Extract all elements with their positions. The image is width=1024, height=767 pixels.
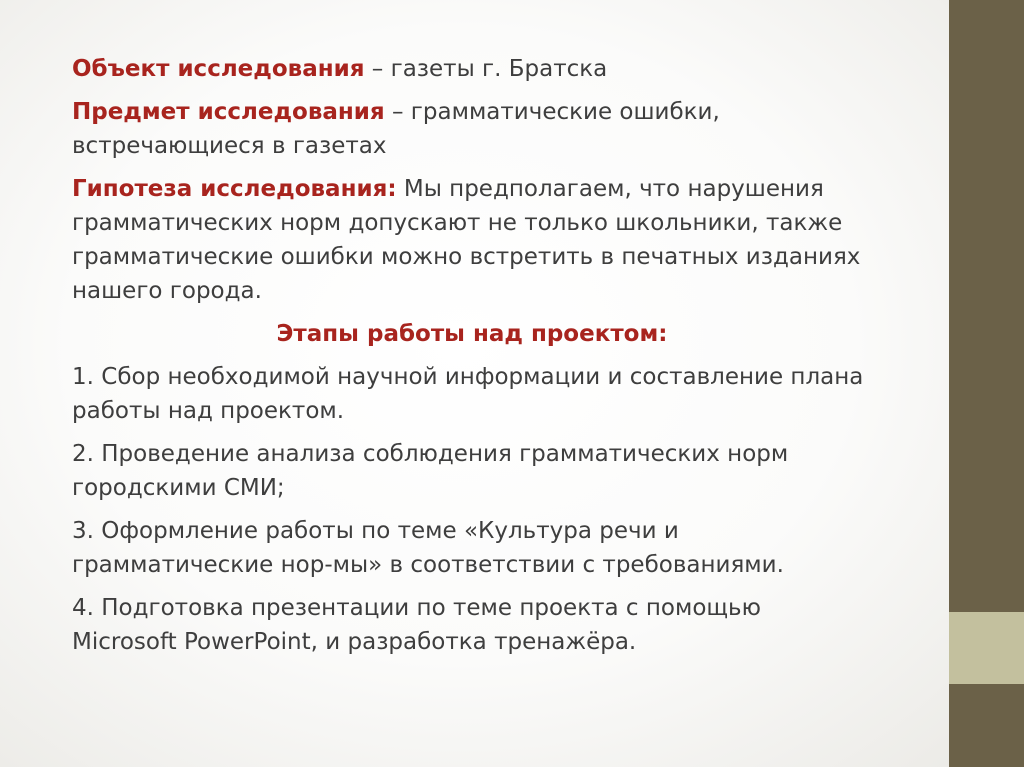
side-accent-block	[949, 612, 1024, 684]
stage-item-4: 4. Подготовка презентации по теме проекта с помощью Microsoft PowerPoint, и разработка тренажёра.	[72, 595, 761, 655]
object-text: – газеты г. Братска	[364, 56, 608, 82]
subject-term: Предмет исследования	[72, 99, 385, 125]
hypothesis-text: Мы предполагаем, что нарушения грамматических норм допускают не только школьники, также грамматические ошибки можно встретить в печатных изданиях нашего города.	[72, 176, 861, 304]
subject-paragraph	[72, 95, 872, 163]
hypothesis-term: Гипотеза исследования:	[72, 176, 397, 202]
stage-item-3: 3. Оформление работы по теме «Культура речи и грамматические нор-мы» в соответствии с требованиями.	[72, 518, 784, 578]
stage-item-2: 2. Проведение анализа соблюдения грамматических норм городскими СМИ;	[72, 441, 789, 501]
stages-heading: Этапы работы над проектом:	[276, 321, 668, 347]
hypothesis-paragraph	[72, 172, 872, 308]
stage-item-1: 1. Сбор необходимой научной информации и составление плана работы над проектом.	[72, 364, 864, 424]
object-paragraph	[72, 52, 872, 86]
object-term: Объект исследования	[72, 56, 365, 82]
subject-text: – грамматические ошибки, встречающиеся в газетах	[72, 99, 720, 159]
slide-content	[72, 52, 872, 668]
